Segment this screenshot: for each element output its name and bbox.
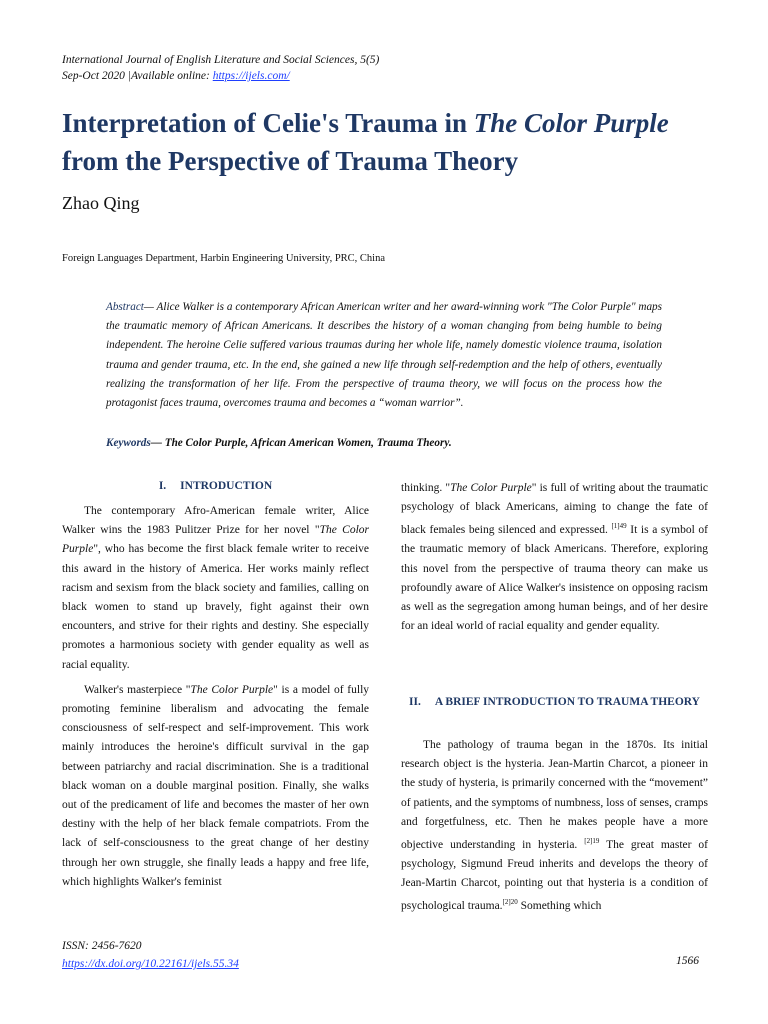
paragraph: The pathology of trauma began in the 1870s. Its initial research object is the hysteria. Jean-Martin Charcot, a pioneer in the study of hysteria, is primarily concerned with the “movement” of patients, and the symptoms of numbness, loss of senses, cramps and forgetfulness, etc. Then he makes people have a more objective understanding in hysteria. $^{[2]19}$ The great master of psychology, Sigmund Freud inherits and develops the theory of Jean-Martin Charcot, pointing out that hysteria is a condition of psychological trauma.$^{[2]20}$ Something which: [401, 739, 708, 913]
paragraph: thinking. "The Color Purple" is full of writing about the traumatic psychology of black Americans, aiming to change the fate of black females being silenced and expressed. $^{[1]49}$ It is a symbol of the traumatic memory of black Americans. Therefore, exploring this novel from the perspective of trauma theory can make us profoundly aware of Alice Walker's insistence on opposing racism as well as the segregation among human beings, and of her desire for an ideal world of racial equality and gender equality.: [401, 482, 709, 633]
paper-title: Interpretation of Celie's Trauma in The Color Purple from the Perspective of Trauma Theory: [62, 108, 669, 176]
keywords-label: Keywords: [106, 437, 151, 449]
journal-link[interactable]: https://ijels.com/: [212, 70, 290, 82]
section-heading-trauma-theory: II. A BRIEF INTRODUCTION TO TRAUMA THEORY: [409, 696, 700, 708]
right-column-top: [401, 479, 708, 636]
journal-citation: International Journal of English Literature and Social Sciences, 5(5): [62, 54, 380, 66]
citation-ref: [2]19: [584, 837, 600, 846]
abstract: Abstract— Alice Walker is a contemporary African American writer and her award-winning work "The Color Purple" maps the traumatic memory of African Americans. It describes the history of a woman changing from being humble to being independent. The heroine Celie suffered various traumas during her whole life, namely domestic violence trauma, isolation trauma and gender trauma, etc. In the end, she gained a new life through self-redemption and the help of others, eventually realizing the transformation of her life. From the perspective of trauma theory, we will focus on the process how the protagonist faces trauma, overcomes trauma and becomes a “woman warrior”.: [106, 301, 663, 410]
journal-header: [62, 52, 379, 84]
paragraph: Walker's masterpiece "The Color Purple" is a model of fully promoting feminine liberalism and advocating the female consciousness of self-respect and self-improvement. This work mainly introduces the heroine's difficult survival in the gap between patriarchy and racial discrimination. She is a traditional black woman on a double marginal position. Finally, she walks out of the predicament of life and becomes the master of her own destiny with the help of her black female compatriots. From the lack of self-consciousness to the great change of her destiny through her own struggle, she finally leads a happy and free life, which highlights Walker's feminist: [62, 683, 370, 888]
section-heading-introduction: I. INTRODUCTION: [158, 480, 273, 492]
affiliation: Foreign Languages Department, Harbin Engineering University, PRC, China: [62, 253, 386, 264]
journal-availability: Sep-Oct 2020 |Available online: https://ijels.com/: [62, 70, 290, 82]
paragraph: The contemporary Afro-American female writer, Alice Walker wins the 1983 Pulitzer Prize for her novel "The Color Purple", who has become the first black female writer to receive this award in the history of America. Her works mainly reflect racism and sexism from the black society and families, calling on black women to stand up bravely, fight against their own encounters, and strive for their rights and destiny. She especially promotes a harmonious society with gender equality as well as racial equality.: [62, 505, 370, 671]
right-column-bottom: [401, 736, 708, 916]
abstract-text: Alice Walker is a contemporary African American writer and her award-winning work "The Color Purple" maps the traumatic memory of African Americans. It describes the history of a woman changing from being humble to being independent. The heroine Celie suffered various traumas during her whole life, namely domestic violence trauma, isolation trauma and gender trauma, etc. In the end, she gained a new life through self-redemption and the help of others, eventually realizing the transformation of her life. From the perspective of trauma theory, we will focus on the process how the protagonist faces trauma, overcomes trauma and becomes a “woman warrior”.: [106, 301, 663, 410]
citation-ref: [2]20: [502, 898, 518, 907]
footer-left: [62, 937, 239, 973]
page-number: 1566: [676, 955, 699, 967]
citation-ref: [1]49: [611, 522, 627, 531]
keywords: Keywords— The Color Purple, African American Women, Trauma Theory.: [106, 437, 452, 449]
author-name: Zhao Qing: [62, 193, 140, 213]
doi-link[interactable]: https://dx.doi.org/10.22161/ijels.55.34: [62, 958, 239, 970]
keywords-text: The Color Purple, African American Women, Trauma Theory.: [164, 437, 452, 449]
left-column: [62, 502, 369, 892]
abstract-label: Abstract: [106, 301, 144, 313]
issn: ISSN: 2456-7620: [62, 940, 142, 952]
